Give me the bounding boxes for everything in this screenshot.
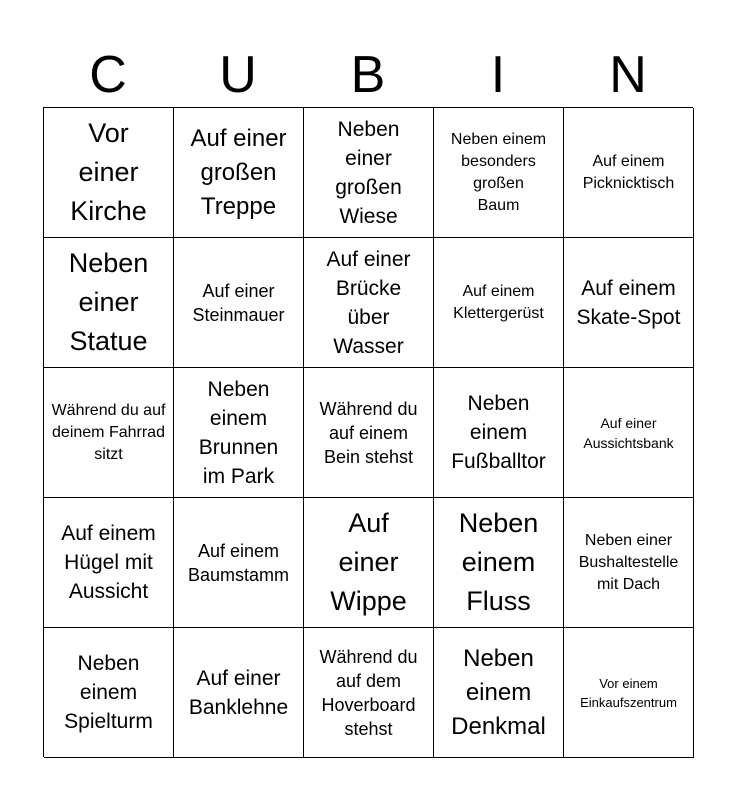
bingo-cell[interactable]: [44, 108, 174, 238]
cell-text: Während du auf dem Hoverboard stehst: [319, 646, 418, 739]
cell-text: Auf einer großen Treppe: [190, 124, 287, 220]
cell-text: Auf einem Picknicktisch: [582, 152, 675, 192]
cell-text: Neben einem Spielturm: [64, 652, 153, 733]
cell-text: Auf einem Skate-Spot: [576, 276, 681, 329]
bingo-cell[interactable]: [44, 498, 174, 628]
bingo-cell[interactable]: [44, 368, 174, 498]
cell-text: Neben einem Brunnen im Park: [198, 377, 279, 488]
bingo-cell[interactable]: [564, 238, 694, 368]
cell-text: Auf einer Steinmauer: [192, 280, 285, 325]
cell-text: Auf einer Wippe: [330, 508, 407, 616]
cell-text: Neben einer Statue: [68, 248, 149, 356]
bingo-cell[interactable]: [434, 238, 564, 368]
bingo-cell[interactable]: [174, 368, 304, 498]
bingo-cell[interactable]: [434, 628, 564, 758]
bingo-cell[interactable]: [174, 238, 304, 368]
cell-text: Neben einem besonders großen Baum: [450, 130, 547, 214]
bingo-cell[interactable]: [174, 498, 304, 628]
header-letter-b: B: [350, 46, 386, 104]
bingo-cell[interactable]: [564, 498, 694, 628]
bingo-cell[interactable]: [564, 628, 694, 758]
cell-text: Neben einem Denkmal: [451, 644, 546, 740]
bingo-cell[interactable]: [304, 368, 434, 498]
cell-text: Auf einer Aussichtsbank: [583, 414, 674, 451]
cell-text: Neben einer großen Wiese: [335, 117, 402, 228]
header-letter-i: I: [490, 46, 506, 104]
bingo-cell[interactable]: [304, 238, 434, 368]
bingo-cell[interactable]: [564, 108, 694, 238]
bingo-cell[interactable]: [174, 628, 304, 758]
cell-text: Vor einer Kirche: [70, 118, 147, 226]
bingo-cell[interactable]: [304, 108, 434, 238]
cell-text: Neben einer Bushaltestelle mit Dach: [578, 531, 679, 593]
bingo-cell[interactable]: [564, 368, 694, 498]
bingo-cell[interactable]: [304, 498, 434, 628]
cell-text: Auf einer Brücke über Wasser: [326, 247, 411, 358]
bingo-cell[interactable]: [44, 628, 174, 758]
header-letter-c: C: [89, 46, 127, 104]
bingo-cell[interactable]: [434, 368, 564, 498]
header-letter-u: U: [219, 46, 257, 104]
cell-text: Auf einem Hügel mit Aussicht: [61, 522, 156, 603]
cell-text: Auf einem Klettergerüst: [453, 282, 544, 322]
cell-text: Während du auf einem Bein stehst: [319, 398, 418, 467]
cell-text: Auf einem Baumstamm: [187, 540, 290, 585]
cell-text: Auf einer Banklehne: [188, 666, 289, 719]
bingo-grid: [43, 107, 693, 757]
bingo-cell[interactable]: [434, 498, 564, 628]
cell-text: Neben einem Fußballtor: [451, 392, 546, 473]
bingo-cell[interactable]: [304, 628, 434, 758]
bingo-header: [43, 42, 693, 108]
bingo-cell[interactable]: [44, 238, 174, 368]
cell-text: Vor einem Einkaufszentrum: [580, 675, 677, 710]
cell-text: Neben einem Fluss: [458, 508, 539, 616]
cell-text: Während du auf deinem Fahrrad sitzt: [51, 401, 166, 463]
bingo-cell[interactable]: [434, 108, 564, 238]
bingo-cell[interactable]: [174, 108, 304, 238]
header-letter-n: N: [609, 46, 647, 104]
